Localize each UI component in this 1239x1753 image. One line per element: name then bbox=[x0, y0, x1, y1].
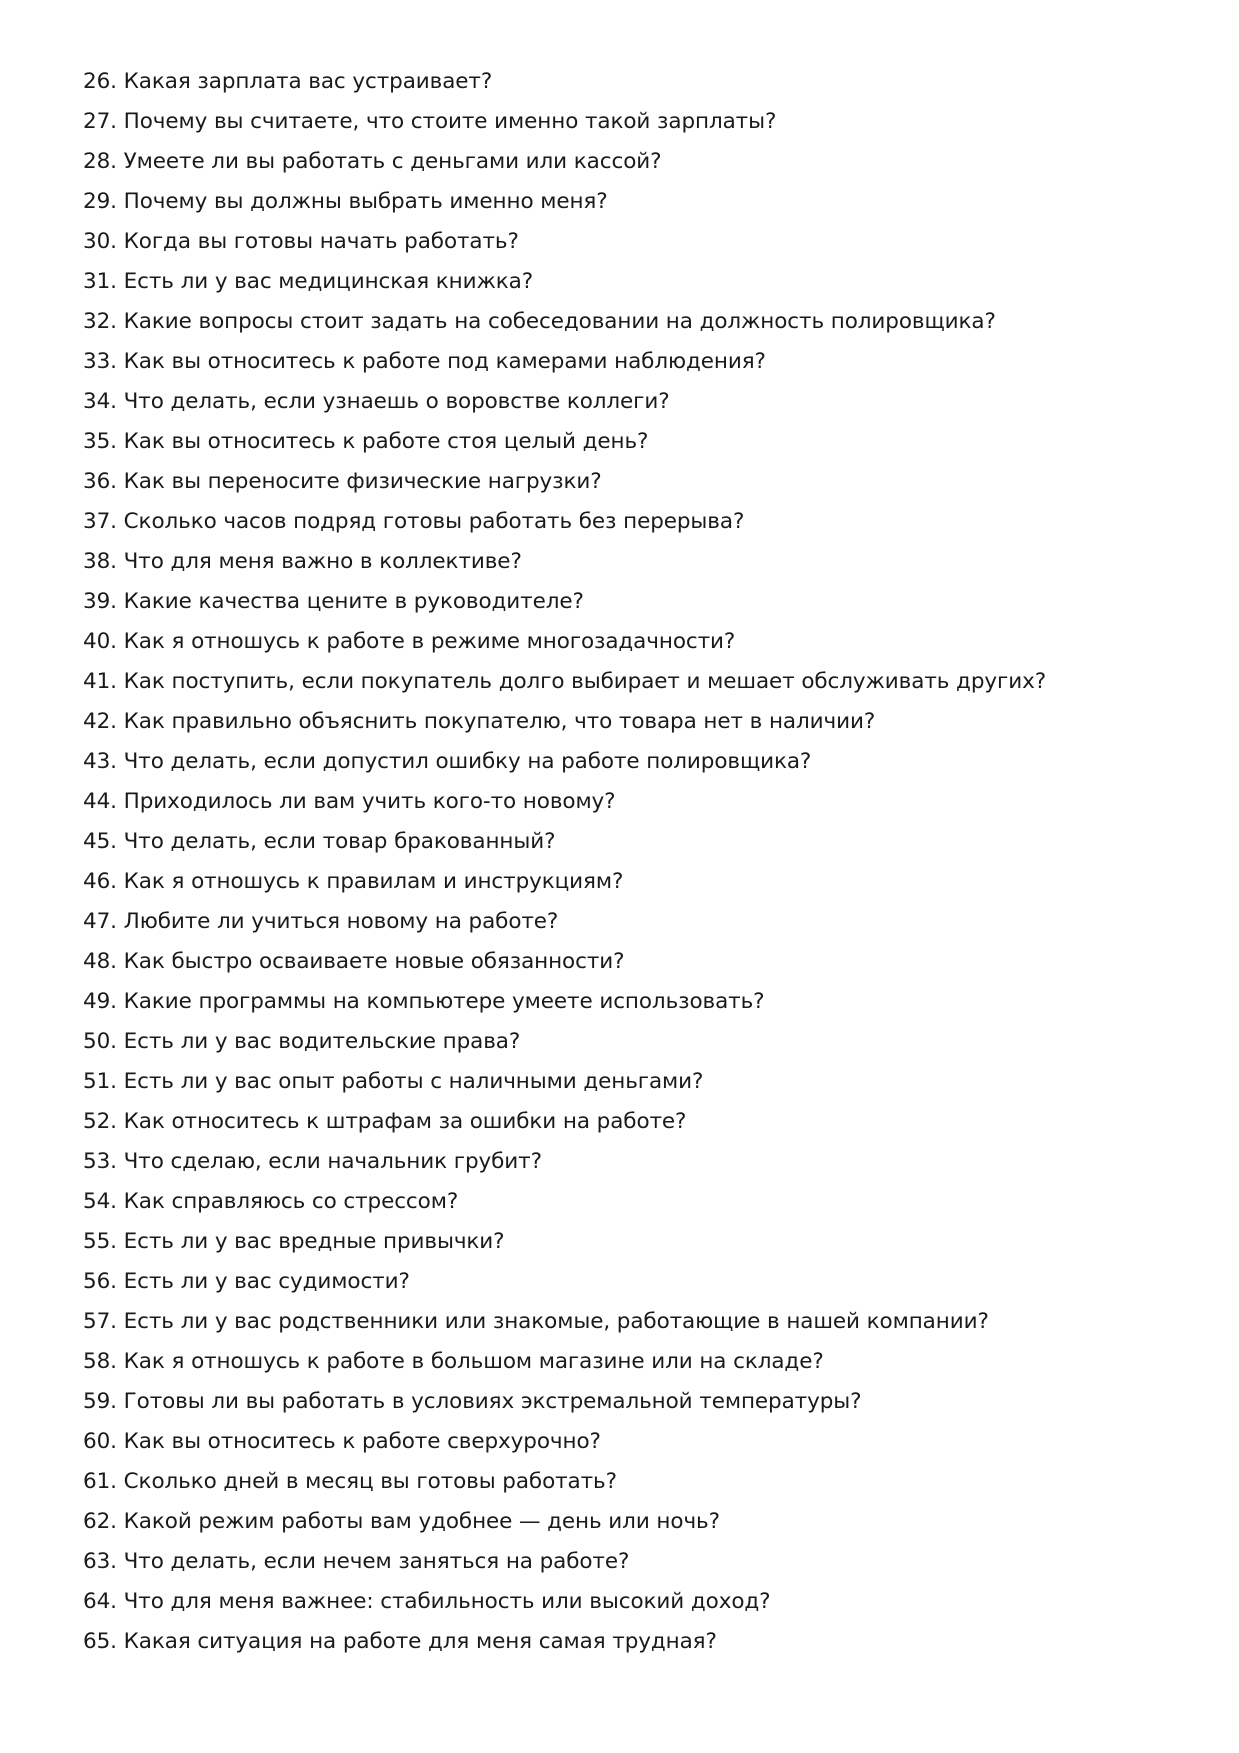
question-item bbox=[83, 702, 1203, 742]
question-number: 49 . bbox=[83, 989, 124, 1014]
question-text: Что делать, если товар бракованный? bbox=[123, 829, 556, 854]
question-text: Как я отношусь к работе в режиме многозадачности? bbox=[123, 629, 736, 654]
question-number: 48 . bbox=[83, 949, 124, 974]
question-text: Какой режим работы вам удобнее — день или ночь? bbox=[123, 1509, 720, 1534]
question-number: 35 . bbox=[83, 429, 124, 454]
question-number: 65 . bbox=[83, 1629, 124, 1654]
question-text: Какие программы на компьютере умеете использовать? bbox=[123, 989, 765, 1014]
question-number: 53 . bbox=[83, 1149, 124, 1174]
question-item bbox=[83, 1502, 1203, 1542]
question-number: 41 . bbox=[83, 669, 124, 694]
question-text: Как я отношусь к правилам и инструкциям? bbox=[123, 869, 624, 894]
question-item bbox=[83, 1382, 1203, 1422]
question-number: 60 . bbox=[83, 1429, 124, 1454]
question-number: 32 . bbox=[83, 309, 124, 334]
question-text: Умеете ли вы работать с деньгами или кассой? bbox=[123, 149, 662, 174]
question-number: 47 . bbox=[83, 909, 124, 934]
question-number: 39 . bbox=[83, 589, 124, 614]
question-number: 51 . bbox=[83, 1069, 124, 1094]
question-number: 30 . bbox=[83, 229, 124, 254]
question-text: Как вы относитесь к работе сверхурочно? bbox=[123, 1429, 601, 1454]
question-number: 57 . bbox=[83, 1309, 124, 1334]
question-item bbox=[83, 1222, 1203, 1262]
question-item bbox=[83, 1062, 1203, 1102]
question-list bbox=[83, 62, 1203, 1662]
question-item bbox=[83, 1582, 1203, 1622]
question-item bbox=[83, 662, 1203, 702]
question-number: 34 . bbox=[83, 389, 124, 414]
question-text: Что делать, если нечем заняться на работе? bbox=[123, 1549, 630, 1574]
question-item bbox=[83, 1142, 1203, 1182]
question-number: 42 . bbox=[83, 709, 124, 734]
question-number: 37 . bbox=[83, 509, 124, 534]
question-item bbox=[83, 1102, 1203, 1142]
question-item bbox=[83, 142, 1203, 182]
question-item bbox=[83, 422, 1203, 462]
question-item bbox=[83, 382, 1203, 422]
question-text: Сколько часов подряд готовы работать без перерыва? bbox=[123, 509, 745, 534]
question-text: Какая зарплата вас устраивает? bbox=[123, 69, 493, 94]
question-text: Какие качества цените в руководителе? bbox=[123, 589, 584, 614]
question-item bbox=[83, 902, 1203, 942]
question-text: Как вы переносите физические нагрузки? bbox=[123, 469, 602, 494]
question-number: 28 . bbox=[83, 149, 124, 174]
question-number: 63 . bbox=[83, 1549, 124, 1574]
question-number: 46 . bbox=[83, 869, 124, 894]
question-text: Есть ли у вас судимости? bbox=[123, 1269, 410, 1294]
question-item bbox=[83, 1022, 1203, 1062]
question-item bbox=[83, 1302, 1203, 1342]
question-text: Есть ли у вас водительские права? bbox=[123, 1029, 521, 1054]
question-text: Что сделаю, если начальник грубит? bbox=[123, 1149, 542, 1174]
question-number: 40 . bbox=[83, 629, 124, 654]
question-item bbox=[83, 502, 1203, 542]
question-text: Что для меня важно в коллективе? bbox=[123, 549, 522, 574]
question-item bbox=[83, 1342, 1203, 1382]
question-number: 44 . bbox=[83, 789, 124, 814]
question-number: 31 . bbox=[83, 269, 124, 294]
question-text: Что делать, если узнаешь о воровстве коллеги? bbox=[123, 389, 670, 414]
question-item bbox=[83, 342, 1203, 382]
question-item bbox=[83, 262, 1203, 302]
question-text: Когда вы готовы начать работать? bbox=[123, 229, 519, 254]
question-item bbox=[83, 782, 1203, 822]
question-item bbox=[83, 302, 1203, 342]
question-number: 36 . bbox=[83, 469, 124, 494]
question-text: Какая ситуация на работе для меня самая трудная? bbox=[123, 1629, 717, 1654]
question-text: Какие вопросы стоит задать на собеседовании на должность полировщика? bbox=[123, 309, 996, 334]
question-item bbox=[83, 102, 1203, 142]
question-number: 29 . bbox=[83, 189, 124, 214]
question-number: 64 . bbox=[83, 1589, 124, 1614]
question-item bbox=[83, 1182, 1203, 1222]
question-number: 56 . bbox=[83, 1269, 124, 1294]
question-text: Есть ли у вас вредные привычки? bbox=[123, 1229, 505, 1254]
question-item bbox=[83, 1462, 1203, 1502]
question-item bbox=[83, 182, 1203, 222]
question-text: Есть ли у вас опыт работы с наличными деньгами? bbox=[123, 1069, 704, 1094]
question-text: Любите ли учиться новому на работе? bbox=[123, 909, 559, 934]
question-item bbox=[83, 622, 1203, 662]
question-item bbox=[83, 1262, 1203, 1302]
question-number: 26 . bbox=[83, 69, 124, 94]
question-text: Почему вы должны выбрать именно меня? bbox=[123, 189, 608, 214]
question-number: 58 . bbox=[83, 1349, 124, 1374]
question-item bbox=[83, 1622, 1203, 1662]
question-number: 43 . bbox=[83, 749, 124, 774]
question-text: Есть ли у вас родственники или знакомые, работающие в нашей компании? bbox=[123, 1309, 989, 1334]
question-number: 38 . bbox=[83, 549, 124, 574]
question-item bbox=[83, 982, 1203, 1022]
question-text: Как поступить, если покупатель долго выбирает и мешает обслуживать других? bbox=[123, 669, 1047, 694]
question-text: Почему вы считаете, что стоите именно такой зарплаты? bbox=[123, 109, 777, 134]
question-text: Как вы относитесь к работе стоя целый день? bbox=[123, 429, 649, 454]
question-text: Как быстро осваиваете новые обязанности? bbox=[123, 949, 625, 974]
question-text: Как правильно объяснить покупателю, что товара нет в наличии? bbox=[123, 709, 876, 734]
question-item bbox=[83, 1542, 1203, 1582]
question-number: 54 . bbox=[83, 1189, 124, 1214]
question-item bbox=[83, 1422, 1203, 1462]
question-item bbox=[83, 462, 1203, 502]
question-text: Как вы относитесь к работе под камерами наблюдения? bbox=[123, 349, 766, 374]
question-number: 62 . bbox=[83, 1509, 124, 1534]
question-text: Что делать, если допустил ошибку на работе полировщика? bbox=[123, 749, 812, 774]
question-text: Есть ли у вас медицинская книжка? bbox=[123, 269, 534, 294]
question-number: 33 . bbox=[83, 349, 124, 374]
question-text: Сколько дней в месяц вы готовы работать? bbox=[123, 1469, 617, 1494]
question-text: Приходилось ли вам учить кого-то новому? bbox=[123, 789, 616, 814]
question-number: 61 . bbox=[83, 1469, 124, 1494]
question-item bbox=[83, 942, 1203, 982]
question-text: Готовы ли вы работать в условиях экстремальной температуры? bbox=[123, 1389, 862, 1414]
question-item bbox=[83, 62, 1203, 102]
question-number: 55 . bbox=[83, 1229, 124, 1254]
question-text: Как относитесь к штрафам за ошибки на работе? bbox=[123, 1109, 687, 1134]
question-text: Как я отношусь к работе в большом магазине или на складе? bbox=[123, 1349, 824, 1374]
question-text: Как справляюсь со стрессом? bbox=[123, 1189, 459, 1214]
question-number: 59 . bbox=[83, 1389, 124, 1414]
question-number: 50 . bbox=[83, 1029, 124, 1054]
question-number: 45 . bbox=[83, 829, 124, 854]
question-item bbox=[83, 222, 1203, 262]
question-item bbox=[83, 822, 1203, 862]
question-text: Что для меня важнее: стабильность или высокий доход? bbox=[123, 1589, 771, 1614]
question-item bbox=[83, 542, 1203, 582]
question-number: 27 . bbox=[83, 109, 124, 134]
question-item bbox=[83, 862, 1203, 902]
question-number: 52 . bbox=[83, 1109, 124, 1134]
question-item bbox=[83, 742, 1203, 782]
question-item bbox=[83, 582, 1203, 622]
